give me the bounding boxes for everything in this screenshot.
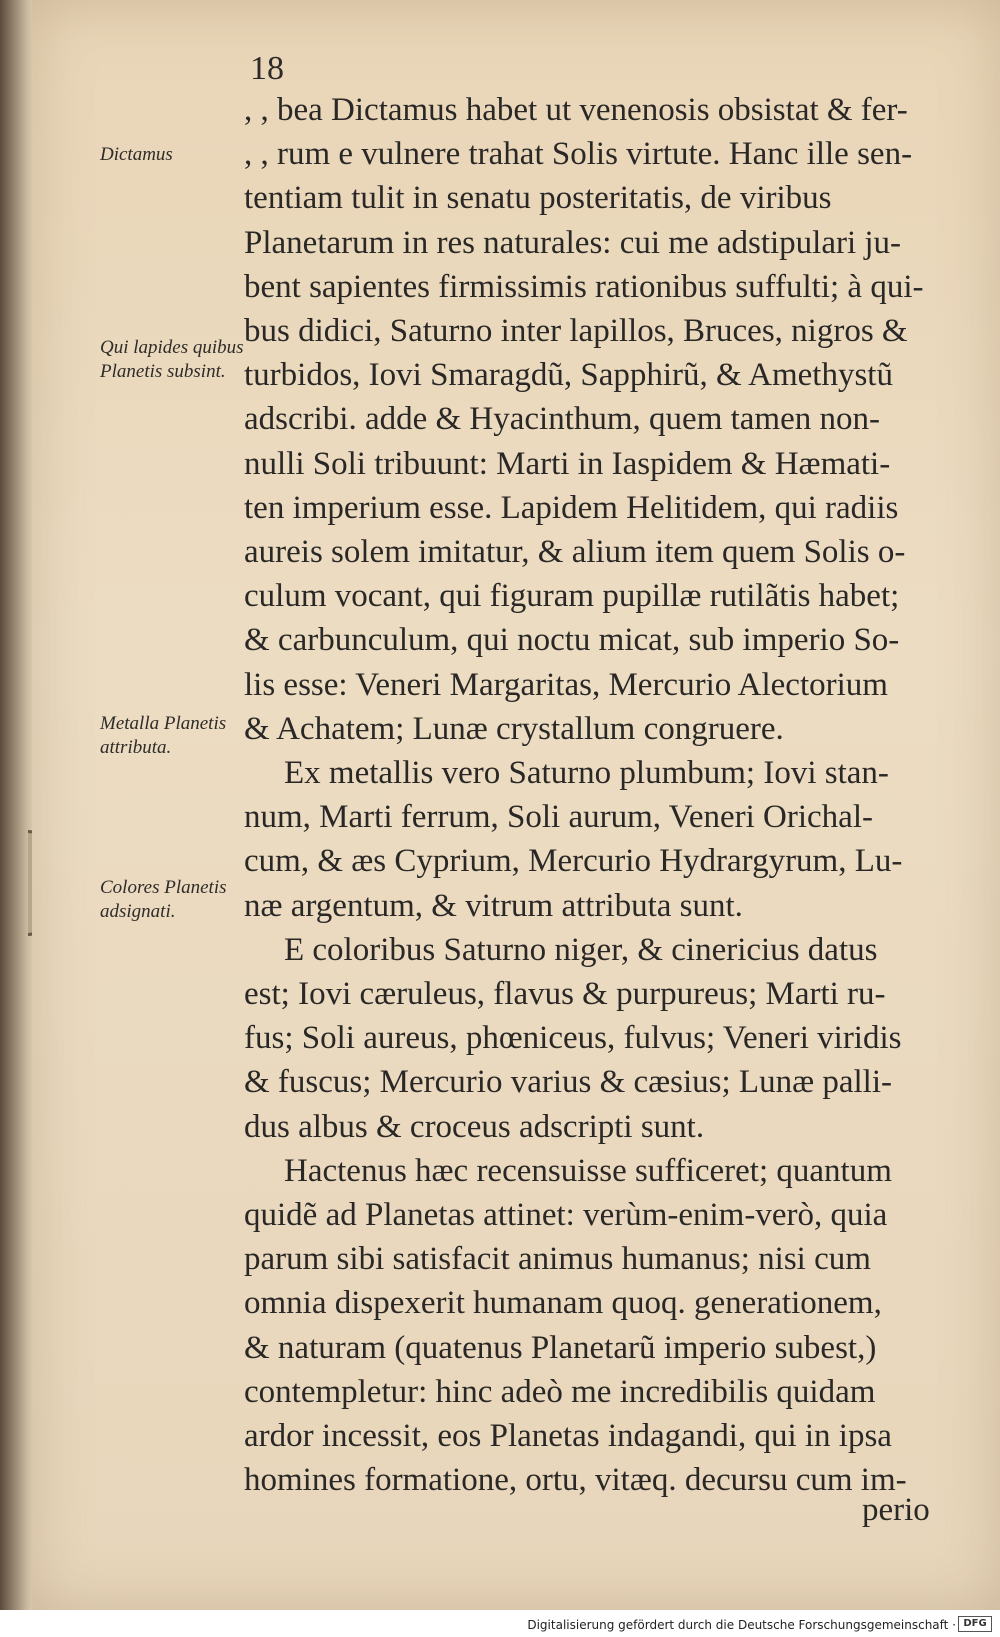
text-line: parum sibi satisfacit animus humanus; nisi cum [244,1241,871,1278]
text-line: ten imperium esse. Lapidem Helitidem, qui radiis [244,489,899,526]
text-line: & fuscus; Mercurio varius & cæsius; Lunæ palli- [244,1064,892,1101]
margin-note-dictamus: Dictamus [100,144,173,165]
text-line: bent sapientes firmissimis rationibus suffulti; à qui- [244,268,924,305]
text-line: Planetarum in res naturales: cui me adstipulari ju- [244,224,902,261]
catchword: perio [862,1492,930,1528]
text-line: nulli Soli tribuunt: Marti in Iaspidem & Hæmati- [244,445,891,482]
text-line: num, Marti ferrum, Soli aurum, Veneri Orichal- [244,799,873,836]
text-line: , , bea Dictamus habet ut venenosis obsistat & fer- [244,92,908,128]
text-line: bus didici, Saturno inter lapillos, Bruces, nigros & [244,313,908,349]
text-line: næ argentum, & vitrum attributa sunt. [244,887,743,924]
text-line: ardor incessit, eos Planetas indagandi, qui in ipsa [244,1418,892,1454]
text-line: E coloribus Saturno niger, & cinericius datus [284,931,878,968]
text-line: aureis solem imitatur, & alium item quem Solis o- [244,534,906,570]
text-line: omnia dispexerit humanam quoq. generationem, [244,1285,882,1322]
book-page [32,0,1000,1610]
text-line: fus; Soli aureus, phœniceus, fulvus; Veneri viridis [244,1020,902,1057]
text-line: contempletur: hinc adeò me incredibilis quidam [244,1373,876,1410]
text-line: quidẽ ad Planetas attinet: verùm-enim-verò, quia [244,1197,888,1233]
text-line: & Achatem; Lunæ crystallum congruere. [244,710,784,747]
margin-note-metalla: Metalla Planetis attributa. [100,713,227,758]
text-line: est; Iovi cæruleus, flavus & purpureus; Marti ru- [244,976,886,1012]
text-line: cum, & æs Cyprium, Mercurio Hydrargyrum, Lu- [244,843,903,880]
margin-note-lapides: Qui lapides quibus Planetis subsint. [100,337,244,382]
text-line: , , rum e vulnere trahat Solis virtute. Hanc ille sen- [244,136,913,173]
text-line: & carbunculum, qui noctu micat, sub imperio So- [244,622,900,659]
text-line: tentiam tulit in senatu posteritatis, de viribus [244,180,832,217]
text-line: dus albus & croceus adscripti sunt. [244,1108,705,1145]
page-number: 18 [250,50,284,87]
text-line: homines formatione, ortu, vitæq. decursu cum im- [244,1462,907,1499]
text-line: Ex metallis vero Saturno plumbum; Iovi stan- [284,755,889,791]
text-line: Hactenus hæc recensuisse sufficeret; quantum [284,1152,892,1189]
text-line: lis esse: Veneri Margaritas, Mercurio Alectorium [244,666,888,703]
margin-note-colores: Colores Planetis adsignati. [100,877,227,922]
footer-bar [0,1610,1000,1637]
footer-credit: Digitalisierung gefördert durch die Deutsche Forschungsgemeinschaft · [527,1618,956,1632]
text-line: culum vocant, qui figuram pupillæ rutilãtis habet; [244,578,900,615]
text-line: turbidos, Iovi Smaragdũ, Sapphirũ, & Amethystũ [244,357,893,394]
dfg-logo: DFG [958,1616,992,1632]
text-line: adscribi. adde & Hyacinthum, quem tamen non- [244,401,880,438]
text-line: & naturam (quatenus Planetarũ imperio subest,) [244,1329,877,1366]
